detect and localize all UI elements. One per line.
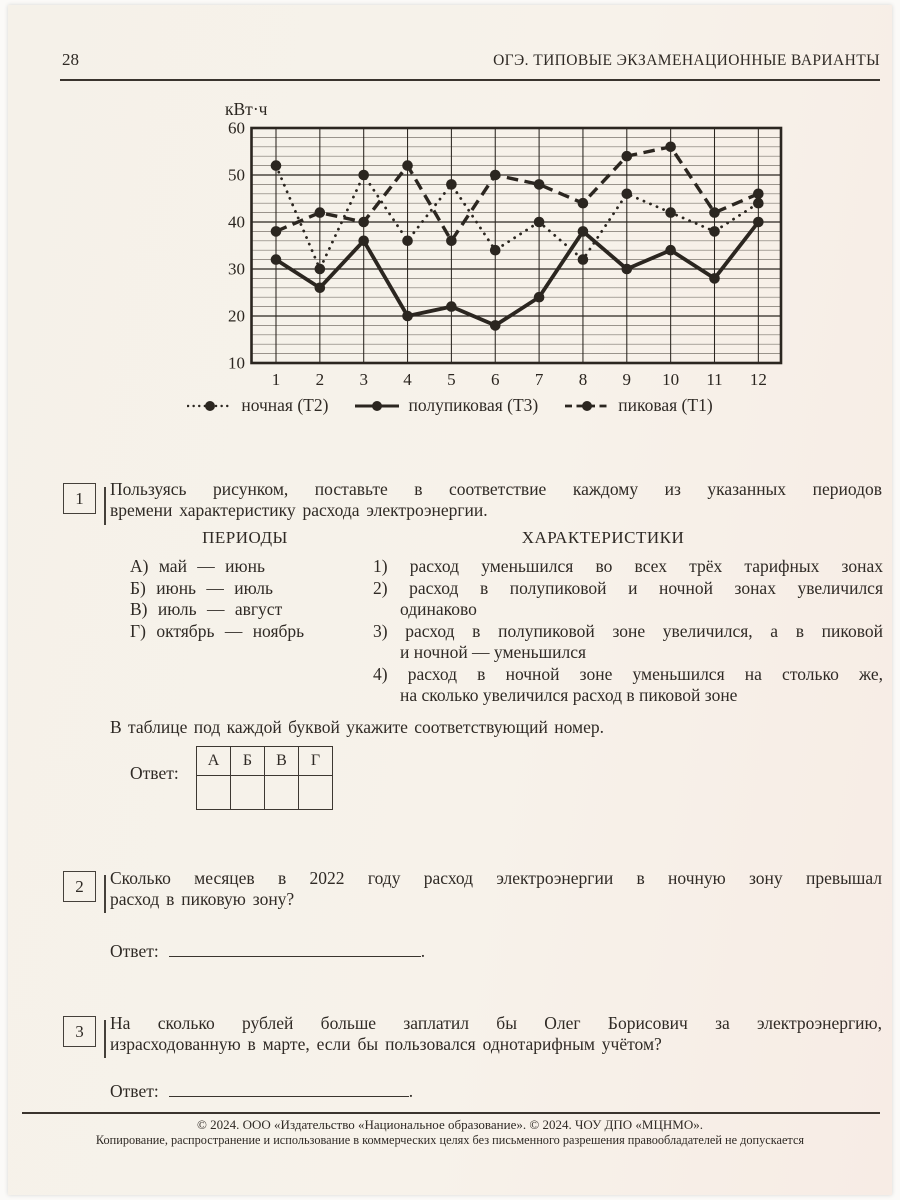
task2-text-line2: расход в пиковую зону? bbox=[110, 889, 295, 909]
task2-answer-line[interactable] bbox=[169, 939, 421, 957]
task3-answer-label: Ответ: bbox=[110, 1081, 159, 1101]
header-rule bbox=[60, 79, 880, 81]
svg-text:8: 8 bbox=[578, 370, 588, 389]
answer-header-cell-b: Б bbox=[231, 747, 265, 776]
task3-number: 3 bbox=[75, 1021, 84, 1041]
task3-answer-line[interactable] bbox=[169, 1079, 409, 1097]
svg-text:1: 1 bbox=[271, 370, 281, 389]
period-item-g: Г) октябрь — ноябрь bbox=[130, 620, 305, 641]
characteristic-3: 3) расход в полупиковой зоне увеличился, а в пиковой bbox=[373, 620, 883, 641]
task2-divider bbox=[104, 875, 106, 913]
legend-item-solid bbox=[354, 395, 538, 416]
svg-text:4: 4 bbox=[403, 370, 412, 389]
task3-answer-row bbox=[110, 1079, 413, 1102]
answer-input-cell-v[interactable] bbox=[265, 776, 299, 810]
task2-answer-row bbox=[110, 939, 425, 962]
legend-item-dotted bbox=[187, 395, 328, 416]
svg-text:кВт·ч: кВт·ч bbox=[225, 99, 268, 119]
periods-header: ПЕРИОДЫ bbox=[202, 528, 288, 547]
task1-text-line1: Пользуясь рисунком, поставьте в соответствие каждому из указанных периодов bbox=[110, 479, 882, 499]
characteristic-4-cont: на сколько увеличился расход в пиковой зоне bbox=[400, 685, 738, 705]
svg-text:10: 10 bbox=[228, 353, 245, 373]
page-header-title: ОГЭ. ТИПОВЫЕ ЭКЗАМЕНАЦИОННЫЕ ВАРИАНТЫ bbox=[493, 52, 880, 69]
task3-number-box bbox=[63, 1016, 96, 1047]
characteristic-2: 2) расход в полупиковой и ночной зонах увеличился bbox=[373, 577, 883, 598]
task1-answer-label: Ответ: bbox=[130, 763, 179, 783]
task1-number-box bbox=[63, 483, 96, 514]
characteristics-header: ХАРАКТЕРИСТИКИ bbox=[521, 528, 685, 547]
task2-text-line1: Сколько месяцев в 2022 году расход электроэнергии в ночную зону превышал bbox=[110, 868, 882, 888]
answer-input-cell-g[interactable] bbox=[299, 776, 333, 810]
periods-list bbox=[130, 556, 304, 642]
footer-rule bbox=[22, 1112, 880, 1114]
svg-text:40: 40 bbox=[228, 212, 245, 232]
period-item-b: Б) июнь — июль bbox=[130, 577, 274, 598]
task1-table-note: В таблице под каждой буквой укажите соответствующий номер. bbox=[110, 717, 604, 737]
svg-text:50: 50 bbox=[228, 165, 245, 185]
dashed-line-swatch bbox=[564, 399, 610, 413]
task1-text-line2: времени характеристику расхода электроэнергии. bbox=[110, 500, 488, 520]
task2-answer-label: Ответ: bbox=[110, 941, 159, 961]
period-item-a: А) май — июнь bbox=[130, 556, 265, 576]
svg-text:5: 5 bbox=[447, 370, 456, 389]
period-item-v: В) июль — август bbox=[130, 599, 283, 619]
electricity-consumption-chart bbox=[195, 95, 835, 405]
answer-input-cell-b[interactable] bbox=[231, 776, 265, 810]
svg-text:7: 7 bbox=[534, 370, 544, 389]
footer-copyright: © 2024. ООО «Издательство «Национальное образование». © 2024. ЧОУ ДПО «МЦНМО». bbox=[197, 1117, 703, 1132]
task1-number: 1 bbox=[75, 488, 84, 508]
task2-answer-period: . bbox=[420, 941, 426, 961]
task3-answer-period: . bbox=[408, 1081, 414, 1101]
svg-text:10: 10 bbox=[662, 370, 680, 389]
answer-header-cell-a: А bbox=[197, 747, 231, 776]
answer-table-input-row bbox=[197, 776, 333, 810]
task2-number: 2 bbox=[75, 876, 84, 896]
svg-text:12: 12 bbox=[749, 370, 767, 389]
characteristic-1: 1) расход уменьшился во всех трёх тарифных зонах bbox=[373, 556, 883, 576]
svg-text:2: 2 bbox=[315, 370, 325, 389]
scanned-page bbox=[8, 5, 892, 1195]
chart-legend bbox=[8, 395, 892, 416]
task3-text-line1: На сколько рублей больше заплатил бы Олег Борисович за электроэнергию, bbox=[110, 1013, 882, 1033]
svg-text:30: 30 bbox=[228, 259, 245, 279]
task2-number-box bbox=[63, 871, 96, 902]
legend-label: ночная (Т2) bbox=[241, 395, 329, 415]
svg-text:6: 6 bbox=[491, 370, 500, 389]
svg-text:3: 3 bbox=[359, 370, 368, 389]
svg-text:9: 9 bbox=[622, 370, 632, 389]
task2-text bbox=[110, 868, 882, 910]
characteristics-list bbox=[373, 556, 883, 707]
legend-item-dashed bbox=[564, 395, 712, 416]
page-number: 28 bbox=[62, 50, 79, 69]
task3-text bbox=[110, 1013, 882, 1055]
task1-divider bbox=[104, 487, 106, 525]
task3-text-line2: израсходованную в марте, если бы пользовался однотарифным учётом? bbox=[110, 1034, 662, 1054]
answer-input-cell-a[interactable] bbox=[197, 776, 231, 810]
legend-label: полупиковая (Т3) bbox=[408, 395, 539, 415]
chart-svg bbox=[195, 95, 835, 405]
answer-header-cell-v: В bbox=[265, 747, 299, 776]
characteristic-4: 4) расход в ночной зоне уменьшился на столько же, bbox=[373, 663, 883, 684]
answer-header-cell-g: Г bbox=[299, 747, 333, 776]
solid-line-swatch bbox=[354, 399, 400, 413]
svg-text:60: 60 bbox=[228, 118, 245, 138]
svg-text:11: 11 bbox=[706, 370, 723, 389]
characteristic-3-cont: и ночной — уменьшился bbox=[400, 642, 587, 662]
dotted-line-swatch bbox=[187, 399, 233, 413]
characteristic-2-cont: одинаково bbox=[400, 599, 477, 619]
task1-answer-table bbox=[196, 746, 333, 810]
svg-text:20: 20 bbox=[228, 306, 245, 326]
legend-label: пиковая (Т1) bbox=[618, 395, 713, 415]
answer-table-header-row bbox=[197, 747, 333, 776]
footer-notice: Копирование, распространение и использование в коммерческих целях без письменного разрешения правообладателей не допускается bbox=[95, 1133, 805, 1147]
task1-text bbox=[110, 479, 882, 521]
task3-divider bbox=[104, 1020, 106, 1058]
